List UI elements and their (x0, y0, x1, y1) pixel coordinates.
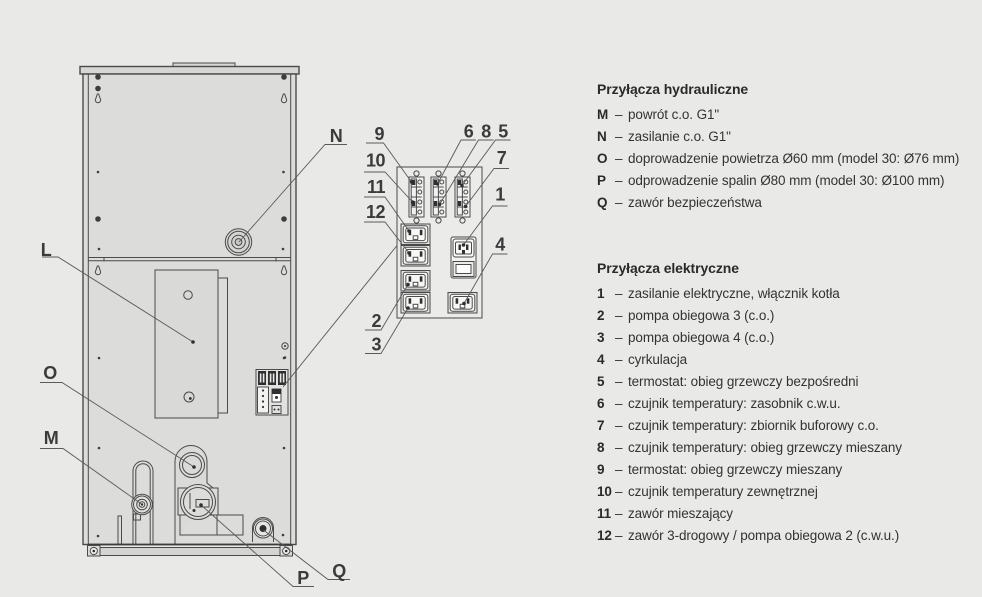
label-L: L (40, 240, 52, 260)
terminal-strip (455, 171, 470, 223)
legend-desc: zawór mieszający (628, 506, 733, 521)
legend-separator: – (615, 308, 623, 323)
legend-key: 10 (597, 484, 612, 499)
legend-item (597, 148, 977, 170)
electrical-connector-block (256, 370, 288, 416)
legend-desc: zawór 3-drogowy / pompa obiegowa 2 (c.w.u.) (628, 528, 900, 543)
socket-3 (401, 293, 430, 314)
legend-item (597, 104, 977, 126)
legend-separator: – (615, 352, 623, 367)
label-3: 3 (371, 334, 381, 355)
legend-item (597, 371, 977, 393)
legend-item (597, 192, 977, 214)
legend-separator: – (615, 330, 623, 345)
legend-desc: czujnik temperatury: zbiornik buforowy c.o. (628, 418, 879, 433)
legend-separator: – (615, 484, 623, 499)
legend-key: 1 (597, 286, 605, 301)
label-1: 1 (495, 184, 505, 205)
legend-separator: – (615, 374, 623, 389)
legend-item (597, 437, 977, 459)
legend-item (597, 503, 977, 525)
terminal-strip (409, 171, 424, 223)
legend-desc: zasilanie elektryczne, włącznik kotła (628, 286, 840, 301)
legend-item (597, 459, 977, 481)
legend-separator: – (615, 418, 623, 433)
label-7: 7 (496, 148, 507, 168)
legend-key: 9 (597, 462, 605, 477)
legend-desc: zasilanie c.o. G1" (628, 129, 731, 144)
return-fitting (132, 494, 153, 515)
legend-item (597, 283, 977, 305)
legend-item (597, 415, 977, 437)
legend-key: P (597, 173, 606, 188)
label-10: 10 (365, 150, 385, 171)
label-6: 6 (463, 121, 474, 142)
legend-key: Q (597, 195, 608, 210)
legend-item (597, 327, 977, 349)
safety-valve (253, 518, 274, 543)
legend-key: N (597, 129, 607, 144)
legend-key: 8 (597, 440, 605, 455)
label-5: 5 (498, 121, 508, 142)
legend-key: 11 (597, 506, 612, 521)
socket-11 (401, 224, 430, 245)
legend-item (597, 481, 977, 503)
legend-key: 5 (597, 374, 605, 389)
legend-key: 2 (597, 308, 605, 323)
hydraulic-legend-title: Przyłącza hydrauliczne (597, 81, 749, 97)
hydraulic-legend (597, 81, 977, 214)
legend-separator: – (615, 129, 623, 144)
electrical-legend (597, 260, 977, 547)
legend-separator: – (615, 151, 623, 166)
legend-desc: powrót c.o. G1" (628, 107, 720, 122)
legend-key: 12 (597, 528, 612, 543)
legend-desc: pompa obiegowa 3 (c.o.) (628, 308, 775, 323)
legend-desc: odprowadzenie spalin Ø80 mm (model 30: Ø100 mm) (628, 173, 945, 188)
legend-desc: czujnik temperatury zewnętrznej (628, 484, 818, 499)
base-rail (88, 545, 293, 557)
legend-key: 7 (597, 418, 605, 433)
legend-desc: doprowadzenie powietrza Ø60 mm (model 30: Ø76 mm) (628, 151, 960, 166)
legend-separator: – (615, 396, 623, 411)
legend-item (597, 525, 977, 547)
legend-item (597, 126, 977, 148)
legend-separator: – (615, 195, 623, 210)
label-11: 11 (366, 177, 385, 197)
label-12: 12 (365, 202, 385, 222)
label-Q: Q (332, 561, 346, 581)
connector-detail-panel (397, 167, 482, 318)
legend-key: 4 (597, 352, 605, 367)
legend-desc: pompa obiegowa 4 (c.o.) (628, 330, 775, 345)
socket-2 (401, 271, 430, 292)
legend-separator: – (615, 462, 623, 477)
label-N: N (329, 126, 343, 146)
legend-key: 6 (597, 396, 605, 411)
legend-separator: – (615, 107, 623, 122)
label-9: 9 (374, 124, 384, 144)
legend-item (597, 349, 977, 371)
legend-key: M (597, 107, 609, 122)
legend-desc: zawór bezpieczeństwa (628, 195, 762, 210)
label-2: 2 (371, 311, 381, 331)
legend-separator: – (615, 528, 623, 543)
legend-item (597, 393, 977, 415)
legend-item (597, 170, 977, 192)
legend-separator: – (615, 286, 623, 301)
service-hatch (155, 270, 228, 418)
legend-key: 3 (597, 330, 605, 345)
legend-desc: czujnik temperatury: obieg grzewczy mieszany (628, 440, 902, 455)
legend-desc: czujnik temperatury: zasobnik c.w.u. (628, 396, 841, 411)
label-4: 4 (495, 234, 505, 255)
label-8: 8 (481, 121, 491, 142)
legend-key: O (597, 151, 608, 166)
legend-desc: cyrkulacja (628, 352, 688, 367)
label-P: P (297, 568, 309, 588)
label-O: O (43, 363, 57, 383)
power-inlet-switch (451, 237, 476, 278)
legend-item (597, 305, 977, 327)
electrical-legend-title: Przyłącza elektryczne (597, 260, 739, 276)
legend-desc: termostat: obieg grzewczy mieszany (628, 462, 843, 477)
legend-separator: – (615, 440, 623, 455)
legend-desc: termostat: obieg grzewczy bezpośredni (628, 374, 859, 389)
legend-separator: – (615, 173, 623, 188)
label-M: M (43, 428, 59, 448)
legend-separator: – (615, 506, 623, 521)
